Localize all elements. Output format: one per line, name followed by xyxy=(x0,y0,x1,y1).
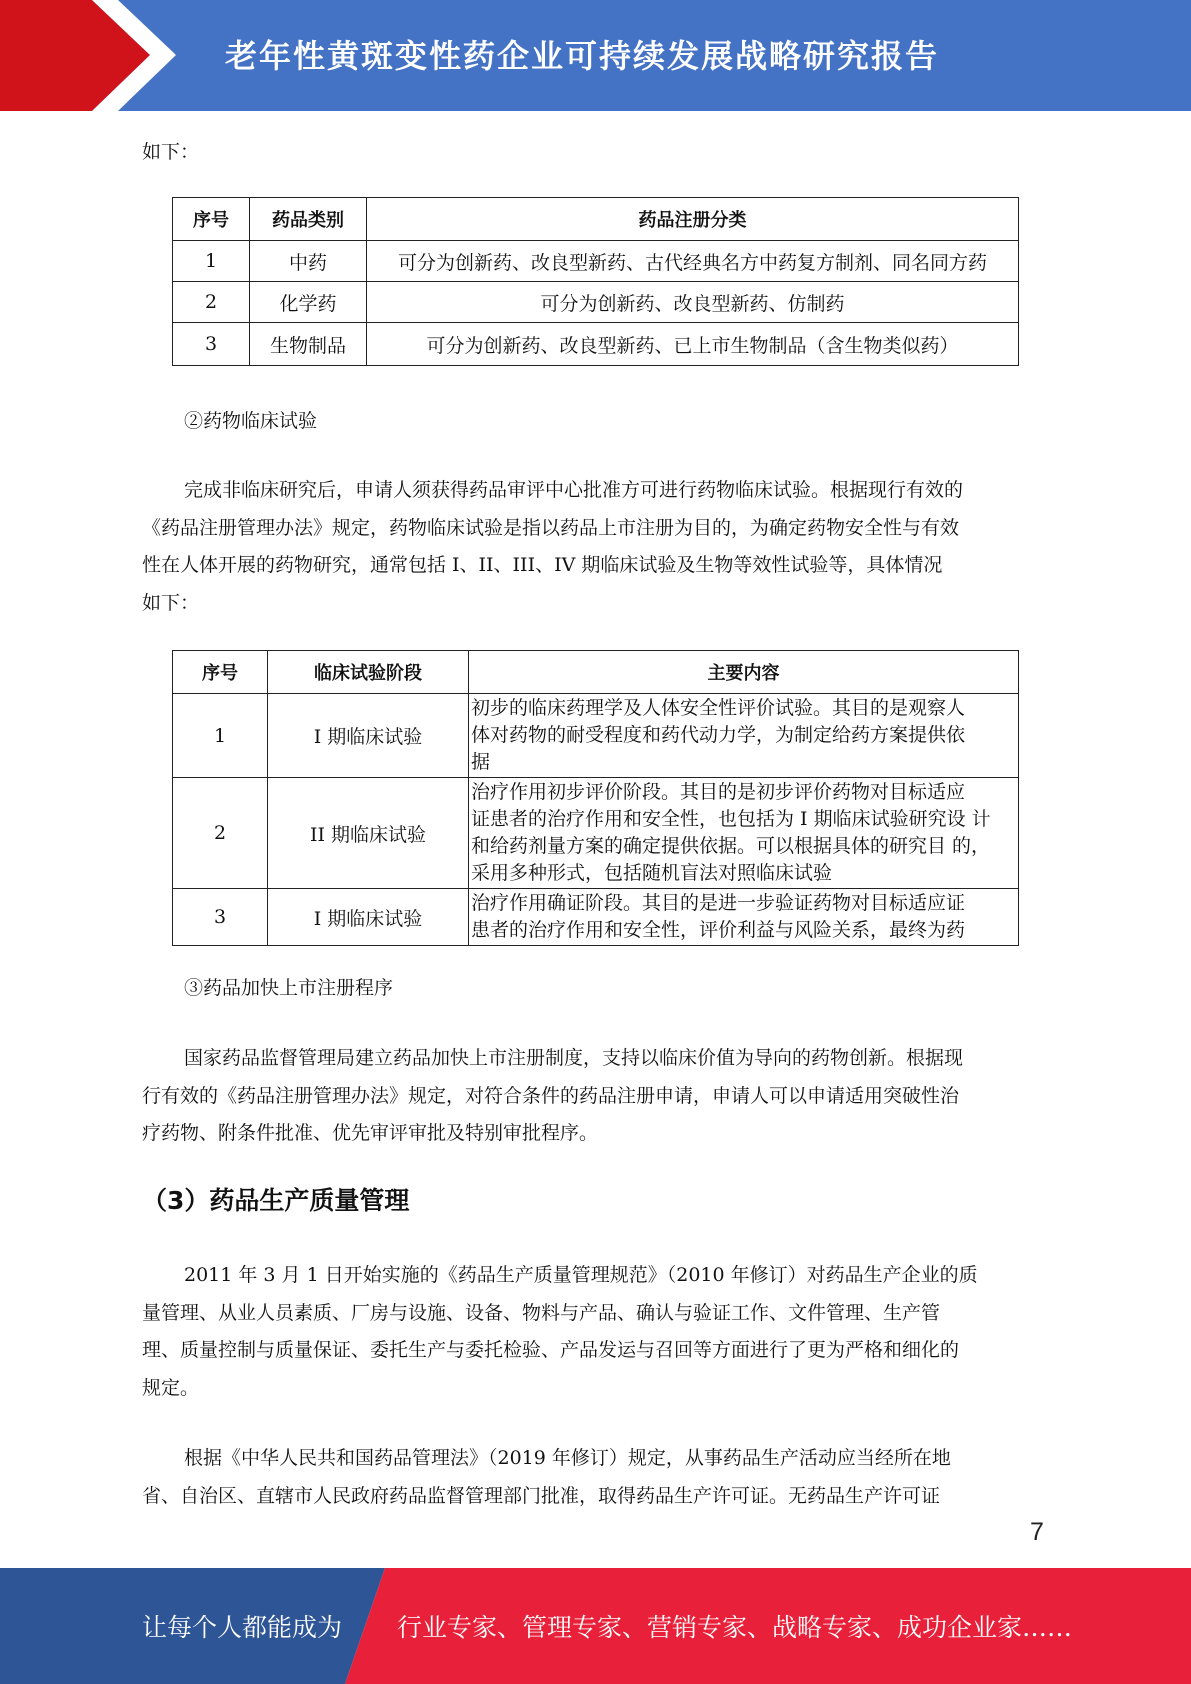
table-row xyxy=(173,694,1019,778)
cell-content xyxy=(469,694,1019,778)
clinical-trial-phases-table xyxy=(172,650,1019,946)
paragraph-line: 疗药物、附条件批准、优先审评审批及特别审批程序。 xyxy=(142,1122,599,1144)
table-row xyxy=(173,282,1019,323)
paragraph-line: 完成非临床研究后，申请人须获得药品审评中心批准方可进行药物临床试验。根据现行有效的 xyxy=(184,479,964,501)
content-line: 患者的治疗作用和安全性，评价利益与风险关系，最终为药 xyxy=(471,919,966,941)
content-line: 据 xyxy=(471,751,491,773)
cell-no: 3 xyxy=(173,323,250,366)
col-header-no: 序号 xyxy=(173,198,250,241)
paragraph-line: 量管理、从业人员素质、厂房与设施、设备、物料与产品、确认与验证工作、文件管理、生产管 xyxy=(142,1301,941,1324)
section-heading-production-quality: （3）药品生产质量管理 xyxy=(142,1186,410,1215)
paragraph-line: 行有效的《药品注册管理办法》规定，对符合条件的药品注册申请，申请人可以申请适用突破性治 xyxy=(142,1084,960,1107)
col-header-no: 序号 xyxy=(173,651,268,694)
table-header-row xyxy=(173,198,1019,241)
paragraph-line: 规定。 xyxy=(142,1376,200,1399)
col-header-category: 药品类别 xyxy=(250,198,367,241)
content-line: 证患者的治疗作用和安全性，也包括为 I 期临床试验研究设 计 xyxy=(471,808,991,830)
cell-registration: 可分为创新药、改良型新药、已上市生物制品（含生物类似药） xyxy=(367,323,1019,366)
paragraph-accelerated-registration xyxy=(142,1040,1047,1153)
report-title: 老年性黄斑变性药企业可持续发展战略研究报告 xyxy=(225,37,940,75)
table-row xyxy=(173,241,1019,282)
table-header-row xyxy=(173,651,1019,694)
cell-stage: I 期临床试验 xyxy=(268,889,469,946)
paragraph-line: 理、质量控制与质量保证、委托生产与委托检验、产品发运与召回等方面进行了更为严格和细化的 xyxy=(142,1339,960,1361)
paragraph-drug-administration-law xyxy=(142,1440,1047,1515)
subheading-clinical-trials: ②药物临床试验 xyxy=(184,410,318,432)
intro-label: 如下： xyxy=(142,141,200,163)
cell-registration: 可分为创新药、改良型新药、仿制药 xyxy=(367,282,1019,323)
cell-stage: II 期临床试验 xyxy=(268,778,469,889)
col-header-registration: 药品注册分类 xyxy=(367,198,1019,241)
col-header-stage: 临床试验阶段 xyxy=(268,651,469,694)
cell-no: 2 xyxy=(173,282,250,323)
paragraph-line: 如下： xyxy=(142,591,200,614)
content-line: 治疗作用初步评价阶段。其目的是初步评价药物对目标适应 xyxy=(471,781,966,803)
table-row xyxy=(173,889,1019,946)
content-line: 治疗作用确证阶段。其目的是进一步验证药物对目标适应证 xyxy=(471,892,966,914)
cell-stage: I 期临床试验 xyxy=(268,694,469,778)
cell-no: 2 xyxy=(173,778,268,889)
content-line: 初步的临床药理学及人体安全性评价试验。其目的是观察人 xyxy=(471,697,966,719)
content-line: 体对药物的耐受程度和药代动力学，为制定给药方案提供依 xyxy=(471,724,966,746)
cell-category: 生物制品 xyxy=(250,323,367,366)
table-row xyxy=(173,778,1019,889)
paragraph-line: 省、自治区、直辖市人民政府药品监督管理部门批准，取得药品生产许可证。无药品生产许可证 xyxy=(142,1484,941,1507)
footer-slogan-left: 让每个人都能成为 xyxy=(142,1613,343,1642)
cell-content xyxy=(469,778,1019,889)
content-line: 采用多种形式，包括随机盲法对照临床试验 xyxy=(471,862,833,884)
paragraph-gmp xyxy=(142,1257,1047,1407)
cell-no: 1 xyxy=(173,694,268,778)
col-header-content: 主要内容 xyxy=(469,651,1019,694)
page-footer xyxy=(0,1568,1191,1684)
page-number: 7 xyxy=(1030,1518,1044,1546)
cell-category: 化学药 xyxy=(250,282,367,323)
paragraph-line: 根据《中华人民共和国药品管理法》（2019 年修订）规定，从事药品生产活动应当经所在地 xyxy=(184,1447,951,1469)
footer-slogan-right: 行业专家、管理专家、营销专家、战略专家、成功企业家…… xyxy=(397,1613,1073,1642)
paragraph-line: 2011 年 3 月 1 日开始实施的《药品生产质量管理规范》（2010 年修订）对药品生产企业的质 xyxy=(184,1264,978,1286)
cell-category: 中药 xyxy=(250,241,367,282)
paragraph-line: 国家药品监督管理局建立药品加快上市注册制度，支持以临床价值为导向的药物创新。根据现 xyxy=(184,1047,964,1069)
drug-registration-table xyxy=(172,197,1019,366)
page-header xyxy=(0,0,1191,111)
paragraph-clinical-trials xyxy=(142,472,1047,622)
content-line: 和给药剂量方案的确定提供依据。可以根据具体的研究目 的， xyxy=(471,835,991,857)
paragraph-line: 性在人体开展的药物研究，通常包括 I、II、III、IV 期临床试验及生物等效性试验等，具体情况 xyxy=(142,554,943,576)
table-row xyxy=(173,323,1019,366)
cell-no: 1 xyxy=(173,241,250,282)
cell-registration: 可分为创新药、改良型新药、古代经典名方中药复方制剂、同名同方药 xyxy=(367,241,1019,282)
cell-content xyxy=(469,889,1019,946)
cell-no: 3 xyxy=(173,889,268,946)
subheading-accelerated-registration: ③药品加快上市注册程序 xyxy=(184,977,394,999)
paragraph-line: 《药品注册管理办法》规定，药物临床试验是指以药品上市注册为目的，为确定药物安全性与有效 xyxy=(142,516,960,539)
